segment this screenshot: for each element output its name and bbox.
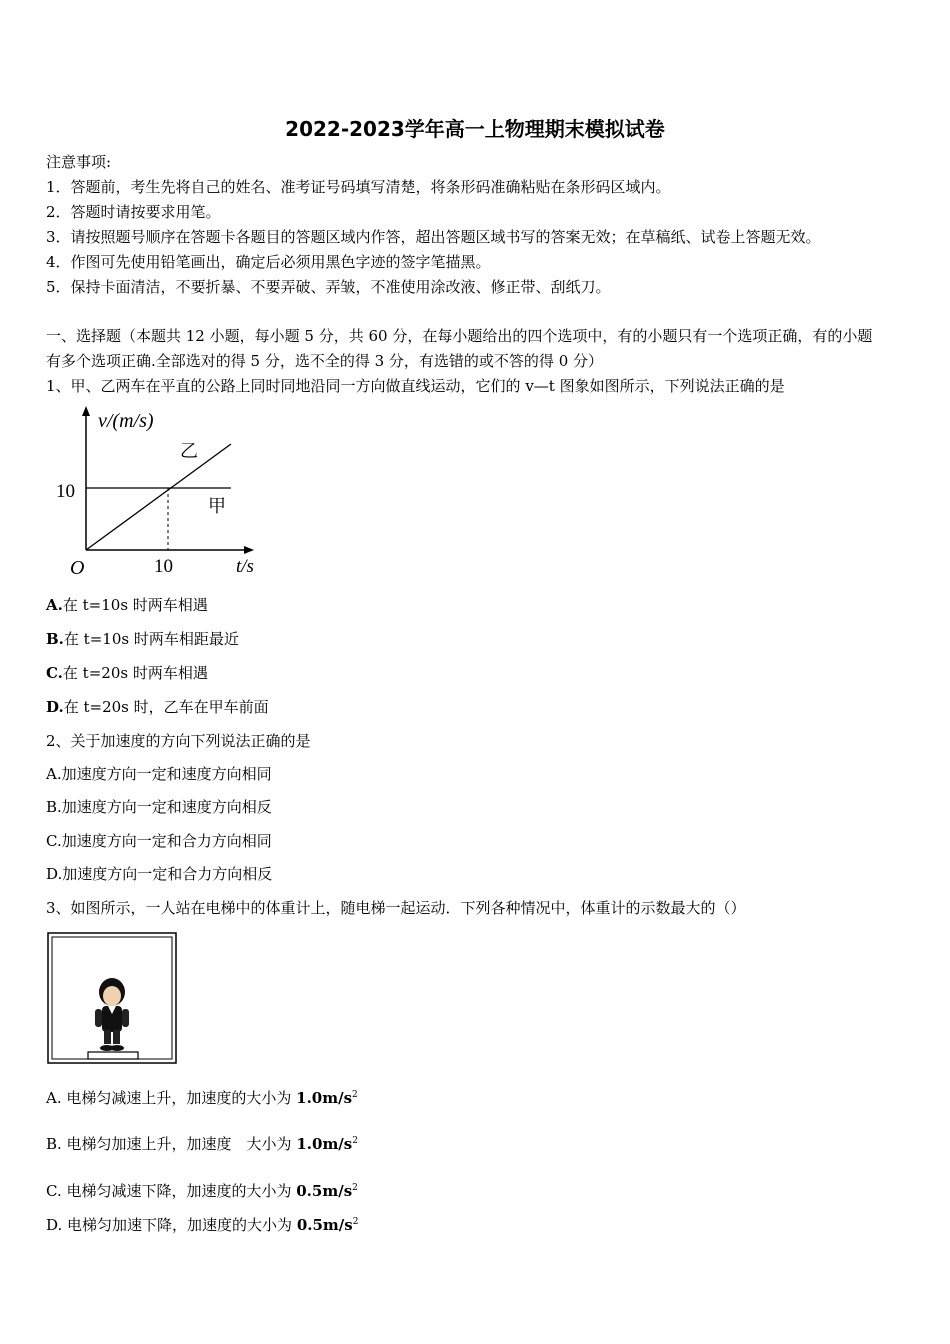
q3-option-c: C. 电梯匀减速下降，加速度的大小为 $0.5m/s^2$ [46, 1182, 358, 1200]
notice-heading: 注意事项: [46, 153, 112, 171]
q3-option-a: A. 电梯匀减速上升，加速度的大小为 $1.0m/s^2$ [46, 1089, 358, 1107]
q1-option-c: C.在 t=20s 时两车相遇 [46, 664, 208, 682]
notice-item-2: 2．答题时请按要求用笔。 [46, 203, 221, 221]
notice-item-4: 4．作图可先使用铅笔画出，确定后必须用黑色字迹的签字笔描黑。 [46, 253, 491, 271]
section-instructions-line2: 有多个选项正确.全部选对的得 5 分，选不全的得 3 分，有选错的或不答的得 0 分） [46, 352, 604, 370]
page-title: 2022-2023学年高一上物理期末模拟试卷 [285, 117, 665, 141]
q2-option-a: A.加速度方向一定和速度方向相同 [46, 765, 272, 783]
v-axis-label: v/(m/s) [98, 410, 154, 432]
q1-option-b: B.在 t=10s 时两车相距最近 [46, 630, 239, 648]
person-icon [95, 978, 129, 1051]
scale-icon [88, 1052, 138, 1059]
t-axis-label: t/s [236, 556, 254, 577]
q3-option-b: B. 电梯匀加速上升，加速度 大小为 $1.0m/s^2$ [46, 1135, 358, 1153]
q1-option-a: A.在 t=10s 时两车相遇 [46, 596, 208, 614]
x-tick-10: 10 [154, 556, 173, 577]
notice-item-3: 3．请按照题号顺序在答题卡各题目的答题区域内作答，超出答题区域书写的答案无效；在草稿纸、试卷上答题无效。 [46, 228, 821, 246]
vt-graph [46, 400, 276, 582]
t-axis-arrow-icon [244, 546, 254, 554]
origin-label: O [70, 557, 85, 579]
notice-item-1: 1．答题前，考生先将自己的姓名、准考证号码填写清楚，将条形码准确粘贴在条形码区域内。 [46, 178, 671, 196]
q2-option-b: B.加速度方向一定和速度方向相反 [46, 798, 272, 816]
q1-option-d: D.在 t=20s 时，乙车在甲车前面 [46, 698, 269, 716]
notice-item-5: 5．保持卡面清洁，不要折暴、不要弄破、弄皱，不准使用涂改液、修正带、刮纸刀。 [46, 278, 611, 296]
question-3-stem: 3、如图所示，一人站在电梯中的体重计上，随电梯一起运动．下列各种情况中，体重计的示数最大的（） [46, 899, 746, 917]
q2-option-d: D.加速度方向一定和合力方向相反 [46, 865, 273, 883]
section-instructions-line1: 一、选择题（本题共 12 小题，每小题 5 分，共 60 分，在每小题给出的四个选项中，有的小题只有一个选项正确，有的小题 [46, 327, 873, 345]
v-axis-arrow-icon [82, 406, 90, 416]
question-1-stem: 1、甲、乙两车在平直的公路上同时同地沿同一方向做直线运动，它们的 v—t 图象如图所示，下列说法正确的是 [46, 377, 785, 395]
elevator-figure [46, 930, 180, 1066]
q3-option-d: D. 电梯匀加速下降，加速度的大小为 $0.5m/s^2$ [46, 1216, 359, 1234]
q2-option-c: C.加速度方向一定和合力方向相同 [46, 832, 272, 850]
label-jia: 甲 [208, 496, 226, 517]
label-yi: 乙 [180, 441, 198, 462]
question-2-stem: 2、关于加速度的方向下列说法正确的是 [46, 732, 311, 750]
y-tick-10: 10 [56, 481, 75, 502]
